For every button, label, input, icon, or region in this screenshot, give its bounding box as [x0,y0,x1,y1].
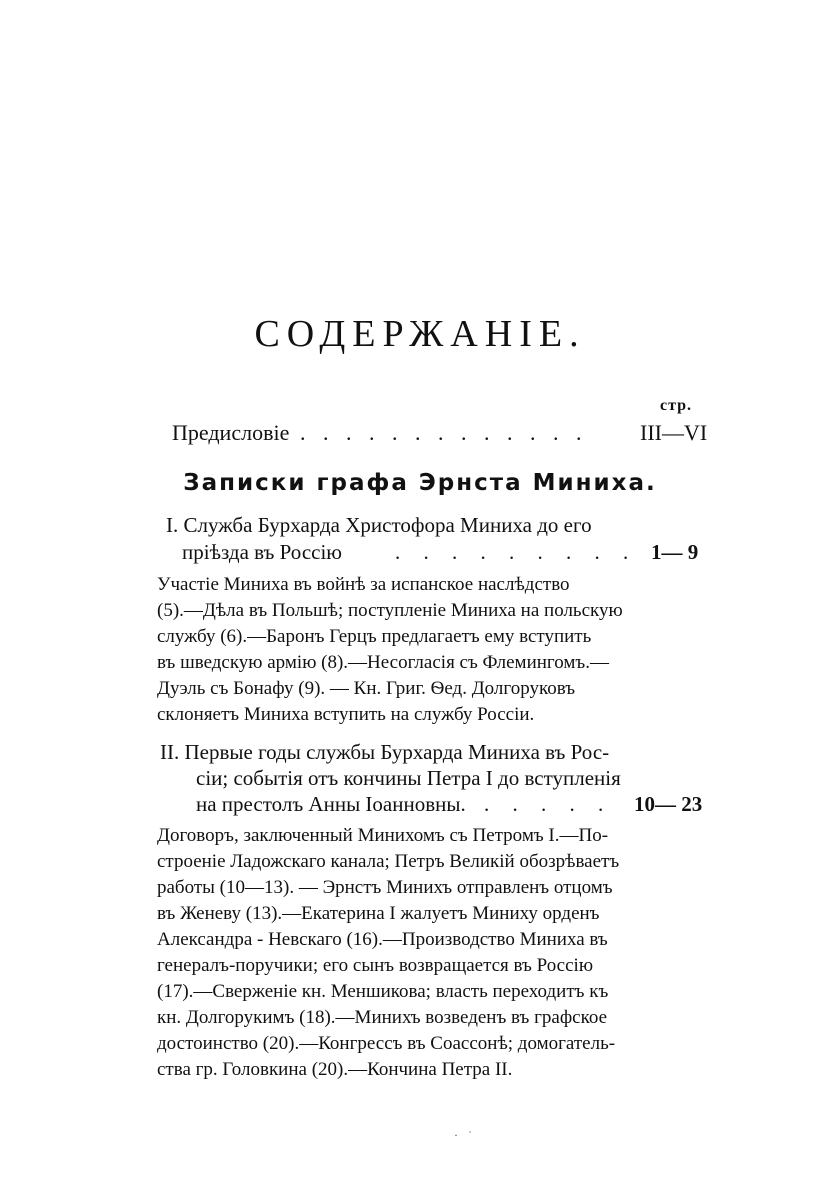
chapter-2-summary-line: ства гр. Головкина (20).—Кончина Петра II. [157,1059,513,1080]
chapter-2-summary-line: въ Женеву (13).—Екатерина I жалуетъ Миниху орденъ [157,903,600,924]
chapter-1-pages: 1— 9 [651,540,699,564]
chapter-2-pages: 10— 23 [634,792,703,816]
chapter-2-summary-line: работы (10—13). — Эрнстъ Минихъ отправленъ отцомъ [157,877,613,898]
chapter-2-heading-line-3: на престолъ Анны Іоанновны. [196,792,466,816]
chapter-2-summary-line: строеніе Ладожскаго канала; Петръ Великій обозрѣваетъ [157,851,620,872]
chapter-1-leader-dots: . . . . . . . . . [395,540,638,564]
pages-column-label: стр. [660,397,693,414]
chapter-2-summary-line: (17).—Сверженіе кн. Меншикова; власть переходитъ къ [157,981,609,1002]
chapter-1-heading-line-1: I. Служба Бурхарда Христофора Миниха до его [166,513,592,537]
chapter-1-summary-line: службу (6).—Баронъ Герцъ предлагаетъ ему вступить [157,626,592,647]
preface-leader-dots: . . . . . . . . . . . . . [300,420,588,445]
chapter-1-summary-line: въ шведскую армію (8).—Несогласія съ Флемингомъ.— [157,652,609,673]
page-title: СОДЕРЖАНІЕ. [254,313,586,355]
chapter-1-summary-line: (5).—Дѣла въ Польшѣ; поступленіе Миниха на польскую [157,600,623,621]
chapter-2-summary-line: кн. Долгорукимъ (18).—Минихъ возведенъ въ графское [157,1007,608,1028]
chapter-2-leader-dots: . . . . . [484,792,613,816]
chapter-1-summary-line: Дуэль съ Бонафу (9). — Кн. Григ. Ѳед. Долгоруковъ [157,678,576,699]
section-title: Записки графа Эрнста Миниха. [183,470,657,496]
preface-pages: III—VI [640,420,708,445]
chapter-1-heading-line-2: пріѣзда въ Россію [182,540,342,564]
chapter-2-summary-line: Александра - Невскаго (16).—Производство Миниха въ [157,929,608,950]
chapter-2-summary-line: Договоръ, заключенный Минихомъ съ Петромъ I.—По- [157,825,609,846]
preface-title: Предисловіе [172,420,290,445]
chapter-2-summary-line: генералъ-поручики; его сынъ возвращается въ Россію [157,955,594,976]
chapter-1-summary-line: Участіе Миниха въ войнѣ за испанское наслѣдство [157,574,570,595]
chapter-2-heading-line-1: II. Первые годы службы Бурхарда Миниха въ Рос- [160,740,610,764]
chapter-1-summary-line: склоняетъ Миниха вступить на службу Россіи. [157,704,535,725]
chapter-2-heading-line-2: сіи; событія отъ кончины Петра I до вступленія [196,766,621,790]
printer-marks: ·˙ [454,1128,482,1142]
chapter-2-summary-line: достоинство (20).—Конгрессъ въ Соассонѣ; домогатель- [157,1033,616,1054]
